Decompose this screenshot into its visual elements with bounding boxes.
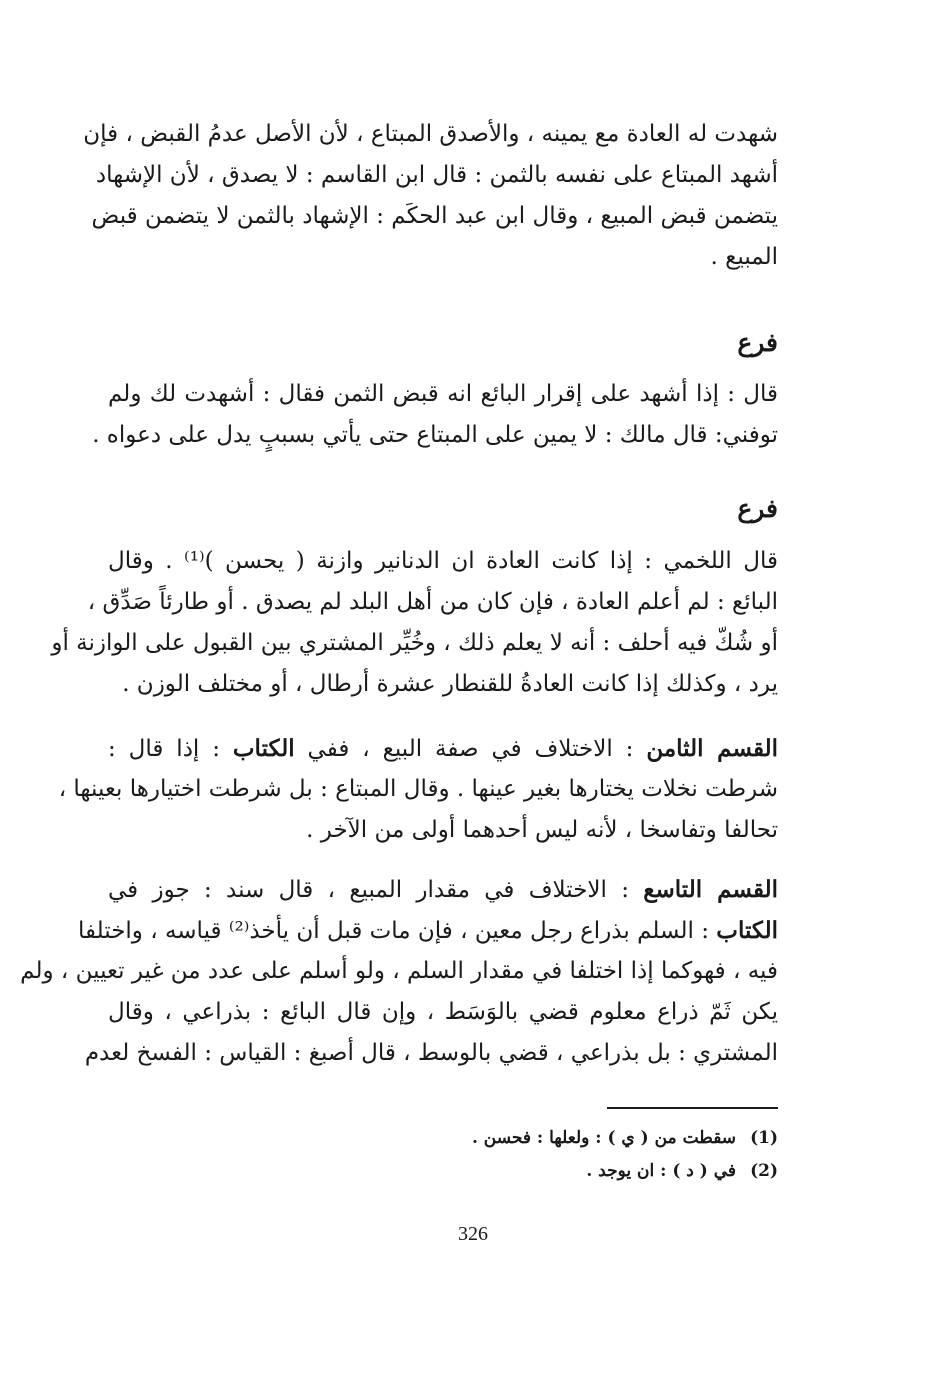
section-ninth — [20, 869, 778, 1074]
text-line: توفني: قال مالك : لا يمين على المبتاع حتى يأتي بسببٍ يدل على دعواه . — [92, 422, 778, 448]
footnote-number: (2) — [750, 1161, 778, 1181]
text-line: القسم التاسع : الاختلاف في مقدار المبيع ، قال سند : جوز في — [108, 876, 778, 903]
paragraph-2 — [92, 374, 778, 456]
footnote-2 — [572, 1161, 778, 1181]
paragraph-1 — [83, 114, 778, 278]
text-line: البائع : لم أعلم العادة ، فإن كان من أهل البلد لم يصدق . أو طارئاً صَدِّق ، — [87, 589, 778, 615]
text-line: المشتري : بل بذراعي ، قضي بالوسط ، قال أصبغ : القياس : الفسخ لعدم — [84, 1040, 778, 1066]
footnote-text: سقطت من ( ي ) : ولعلها : فحسن . — [471, 1128, 737, 1148]
text-line: أو شُكّ فيه أحلف : أنه لا يعلم ذلك ، وخُيِّر المشتري بين القبول على الوازنة أو — [51, 630, 778, 656]
text-line: القسم الثامن : الاختلاف في صفة البيع ، ففي الكتاب : إذا قال : — [108, 735, 778, 762]
book-reference: الكتاب — [232, 735, 295, 762]
text-line: تحالفا وتفاسخا ، لأنه ليس أحدهما أولى من الآخر . — [306, 817, 778, 843]
footnote-divider — [607, 1107, 778, 1109]
footnote-number: (1) — [750, 1128, 778, 1148]
section-heading-far: فرع — [737, 494, 778, 523]
page-number: 326 — [458, 1223, 488, 1245]
text-line: يكن ثَمّ ذراع معلوم قضي بالوَسَط ، وإن قال البائع : بذراعي ، وقال — [108, 999, 778, 1025]
text-line: المبيع . — [710, 244, 778, 270]
footnote-1 — [458, 1128, 778, 1148]
paragraph-3 — [51, 541, 779, 705]
text-line: شرطت نخلات يختارها بغير عينها . وقال المبتاع : بل شرطت اختيارها بعينها ، — [58, 776, 778, 802]
section-heading-far: فرع — [737, 328, 778, 357]
text-line: فيه ، فهوكما إذا اختلفا في مقدار السلم ، ولو أسلم على عدد من غير تعيين ، ولم — [20, 958, 778, 984]
book-reference: الكتاب — [716, 917, 778, 944]
text-line: الكتاب : السلم بذراع رجل معين ، فإن مات قبل أن يأخذ⁽²⁾ قياسه ، واختلفا — [78, 917, 778, 944]
text-line: شهدت له العادة مع يمينه ، والأصدق المبتاع ، لأن الأصل عدمُ القبض ، فإن — [83, 121, 778, 147]
section-eighth — [58, 728, 778, 851]
text-line: يتضمن قبض المبيع ، وقال ابن عبد الحكَم : الإشهاد بالثمن لا يتضمن قبض — [91, 203, 778, 229]
footnote-text: في ( د ) : ان يوجد . — [586, 1161, 737, 1181]
section-title: القسم الثامن — [646, 735, 778, 762]
text-line: يرد ، وكذلك إذا كانت العادةُ للقنطار عشرة أرطال ، أو مختلف الوزن . — [122, 671, 778, 697]
text-line: قال اللخمي : إذا كانت العادة ان الدنانير وازنة ( يحسن )⁽¹⁾ . وقال — [108, 548, 779, 574]
text-line: أشهد المبتاع على نفسه بالثمن : قال ابن القاسم : لا يصدق ، لأن الإشهاد — [95, 162, 778, 188]
text-line: قال : إذا أشهد على إقرار البائع انه قبض الثمن فقال : أشهدت لك ولم — [108, 381, 778, 407]
section-title: القسم التاسع — [643, 876, 778, 903]
